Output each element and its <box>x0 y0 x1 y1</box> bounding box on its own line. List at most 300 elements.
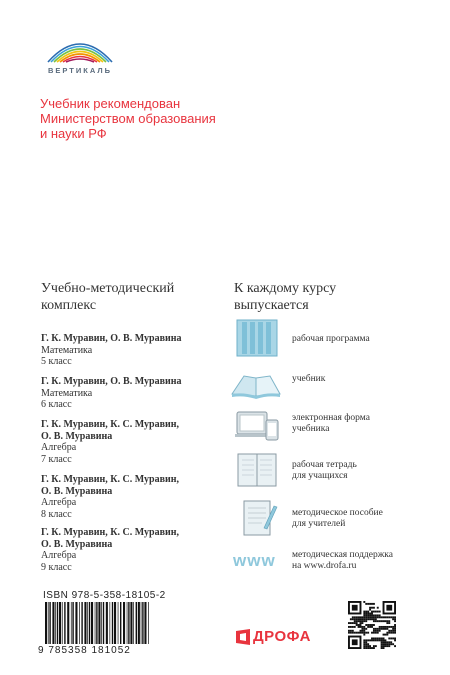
book-grade: 9 класс <box>41 561 72 573</box>
qr-module <box>365 632 367 634</box>
book-subject: Алгебра <box>41 497 77 508</box>
qr-module <box>373 603 375 605</box>
qr-module <box>369 613 371 615</box>
qr-module <box>388 637 390 639</box>
book-authors: О. В. Муравина <box>41 538 113 550</box>
qr-module <box>379 616 381 618</box>
qr-module <box>383 616 385 618</box>
qr-module <box>371 616 373 618</box>
qr-module <box>375 639 377 641</box>
qr-module <box>363 613 365 615</box>
vertikal-logo-text: ВЕРТИКАЛЬ <box>47 66 113 75</box>
qr-module <box>379 614 381 616</box>
barcode-bar <box>112 602 113 644</box>
qr-module <box>365 641 367 643</box>
barcode-bar <box>75 602 77 644</box>
qr-module <box>386 632 388 634</box>
qr-module <box>394 620 396 622</box>
qr-module <box>350 632 352 634</box>
qr-module <box>375 628 377 630</box>
barcode-bar <box>138 602 140 644</box>
qr-module <box>365 611 367 613</box>
barcode-bar <box>133 602 134 644</box>
book-authors: Г. К. Муравин, К. С. Муравин, <box>41 474 180 485</box>
qr-module <box>360 626 362 628</box>
qr-module <box>394 630 396 632</box>
qr-module <box>371 632 373 634</box>
open-book-icon <box>228 364 284 404</box>
qr-module <box>365 645 367 647</box>
qr-module <box>361 630 363 632</box>
qr-module <box>394 632 396 634</box>
barcode-bar <box>84 602 86 644</box>
qr-module <box>381 616 383 618</box>
resource-label-line: рабочая тетрадь <box>292 460 357 470</box>
qr-module <box>375 645 377 647</box>
resource-label-line: для учащихся <box>292 471 348 481</box>
program-binder-icon <box>234 318 280 358</box>
complex-heading-line: комплекс <box>41 298 97 313</box>
qr-module <box>386 605 392 611</box>
qr-module <box>390 626 392 628</box>
resource-label-line: методическая поддержка <box>292 550 393 560</box>
qr-module <box>381 641 383 643</box>
book-subject: Алгебра <box>41 550 77 561</box>
resources-heading-line: выпускается <box>234 298 309 313</box>
qr-module <box>381 647 383 649</box>
qr-module <box>363 639 365 641</box>
qr-module <box>365 628 367 630</box>
qr-module <box>375 611 377 613</box>
qr-module <box>358 626 360 628</box>
qr-module <box>360 624 362 626</box>
qr-module <box>383 639 385 641</box>
qr-module <box>350 618 352 620</box>
qr-module <box>388 641 390 643</box>
book-subject: Математика <box>41 387 93 399</box>
qr-module <box>363 630 365 632</box>
qr-module <box>358 618 360 620</box>
qr-module <box>348 630 350 632</box>
book-authors: О. В. Муравина <box>41 430 113 442</box>
barcode-bar <box>141 602 142 644</box>
qr-module <box>348 632 350 634</box>
www-icon: www <box>233 551 276 570</box>
qr-module <box>373 645 375 647</box>
qr-module <box>386 643 388 645</box>
qr-module <box>392 643 394 645</box>
qr-module <box>352 632 354 634</box>
barcode-bar <box>49 602 50 644</box>
qr-module <box>371 613 373 615</box>
qr-module <box>390 641 392 643</box>
qr-module <box>375 632 377 634</box>
qr-module <box>377 616 379 618</box>
qr-module <box>379 630 381 632</box>
teacher-manual-icon <box>234 498 280 538</box>
qr-module <box>363 628 365 630</box>
qr-module <box>363 647 365 649</box>
qr-module <box>394 618 396 620</box>
qr-module <box>386 641 388 643</box>
barcode-bar <box>62 602 63 644</box>
recommendation-line: и науки РФ <box>40 126 107 141</box>
qr-module <box>367 618 369 620</box>
qr-module <box>388 643 390 645</box>
qr-module <box>377 632 379 634</box>
book-entry-2 <box>41 376 211 411</box>
qr-module <box>394 645 396 647</box>
qr-module <box>363 626 365 628</box>
barcode-icon <box>43 602 153 646</box>
qr-module <box>371 639 373 641</box>
qr-module <box>360 622 362 624</box>
qr-module <box>358 624 360 626</box>
qr-module <box>383 620 385 622</box>
qr-module <box>377 639 379 641</box>
resource-label <box>292 374 432 385</box>
qr-module <box>367 645 369 647</box>
resources-heading-line: К каждому курсу <box>234 281 337 296</box>
qr-module <box>373 628 375 630</box>
qr-module <box>377 630 379 632</box>
qr-module <box>367 614 369 616</box>
qr-module <box>373 607 375 609</box>
book-authors: Г. К. Муравин, О. В. Муравина <box>41 376 182 387</box>
barcode-bar <box>96 602 97 644</box>
qr-module <box>390 630 392 632</box>
qr-module <box>356 622 358 624</box>
barcode-bar <box>52 602 54 644</box>
qr-module <box>363 641 365 643</box>
qr-module <box>388 645 390 647</box>
qr-module <box>384 634 386 636</box>
barcode-bar <box>72 602 73 644</box>
qr-module <box>350 626 352 628</box>
qr-module <box>379 628 381 630</box>
book-authors: Г. К. Муравин, К. С. Муравин, <box>41 419 180 430</box>
qr-module <box>352 616 354 618</box>
barcode-bar <box>148 602 149 644</box>
qr-module <box>367 616 369 618</box>
qr-module <box>358 616 360 618</box>
barcode-digits: 9 785358 181052 <box>38 645 131 656</box>
barcode-bar <box>81 602 82 644</box>
qr-module <box>369 609 371 611</box>
qr-module <box>361 622 363 624</box>
qr-module <box>361 620 363 622</box>
qr-module <box>377 611 379 613</box>
qr-module <box>373 630 375 632</box>
qr-module <box>392 637 394 639</box>
qr-module <box>394 628 396 630</box>
qr-module <box>383 647 385 649</box>
qr-module <box>392 626 394 628</box>
barcode-bar <box>118 602 119 644</box>
book-grade: 8 класс <box>41 508 72 520</box>
qr-module <box>363 632 365 634</box>
qr-module <box>384 643 386 645</box>
recommendation-line: Учебник рекомендован <box>40 96 181 111</box>
qr-module <box>383 643 385 645</box>
book-grade: 5 класс <box>41 356 72 367</box>
qr-module <box>361 628 363 630</box>
resource-label-line: учебника <box>292 424 330 434</box>
qr-module <box>373 618 375 620</box>
qr-module <box>371 647 373 649</box>
qr-module <box>365 647 367 649</box>
resource-label-line: электронная форма <box>292 413 370 423</box>
qr-module <box>361 632 363 634</box>
barcode-bar <box>114 602 116 644</box>
qr-module <box>354 626 356 628</box>
barcode-bar <box>79 602 80 644</box>
resource-label <box>292 460 432 482</box>
barcode-bar <box>106 602 108 644</box>
qr-module <box>384 620 386 622</box>
book-subject: Алгебра <box>41 442 77 453</box>
qr-module <box>356 624 358 626</box>
qr-module <box>373 637 375 639</box>
qr-module <box>371 614 373 616</box>
barcode-bar <box>71 602 72 644</box>
qr-module <box>388 632 390 634</box>
qr-module <box>363 614 365 616</box>
qr-module <box>388 616 390 618</box>
resource-label-line: для учителей <box>292 519 346 529</box>
book-authors: Г. К. Муравин, К. С. Муравин, <box>41 527 180 538</box>
qr-module <box>367 643 369 645</box>
qr-module <box>373 639 375 641</box>
qr-module <box>365 614 367 616</box>
qr-module <box>384 645 386 647</box>
book-entry-5 <box>41 527 211 573</box>
qr-module <box>356 616 358 618</box>
qr-module <box>375 616 377 618</box>
qr-module <box>384 639 386 641</box>
qr-module <box>369 614 371 616</box>
barcode-bar <box>67 602 69 644</box>
qr-module <box>394 626 396 628</box>
qr-module <box>377 614 379 616</box>
qr-module <box>379 620 381 622</box>
barcode-bar <box>123 602 125 644</box>
qr-module <box>352 639 358 645</box>
qr-module <box>377 637 379 639</box>
qr-module <box>363 601 365 603</box>
qr-module <box>369 603 371 605</box>
qr-module <box>381 620 383 622</box>
qr-module <box>392 628 394 630</box>
qr-module <box>350 630 352 632</box>
qr-module <box>361 618 363 620</box>
qr-module <box>358 632 360 634</box>
qr-module <box>386 634 388 636</box>
qr-code-icon <box>348 601 396 649</box>
qr-module <box>375 614 377 616</box>
qr-module <box>361 616 363 618</box>
qr-module <box>373 624 375 626</box>
qr-module <box>358 620 360 622</box>
qr-module <box>367 632 369 634</box>
qr-module <box>375 620 377 622</box>
qr-module <box>383 626 385 628</box>
qr-module <box>388 620 390 622</box>
qr-module <box>371 626 373 628</box>
qr-module <box>390 616 392 618</box>
qr-module <box>365 603 367 605</box>
qr-module <box>381 645 383 647</box>
workbook-icon <box>234 450 280 490</box>
recommendation-text <box>40 96 290 141</box>
barcode-bar <box>55 602 56 644</box>
qr-module <box>394 639 396 641</box>
qr-module <box>379 611 381 613</box>
resources-heading <box>234 280 414 314</box>
qr-module <box>365 639 367 641</box>
barcode-bar <box>59 602 61 644</box>
barcode-bar <box>142 602 143 644</box>
qr-module <box>373 620 375 622</box>
barcode-bar <box>89 602 90 644</box>
qr-module <box>367 624 369 626</box>
qr-module <box>373 647 375 649</box>
qr-module <box>394 624 396 626</box>
qr-module <box>384 641 386 643</box>
resource-label-line: методическое пособие <box>292 508 383 518</box>
drofa-logo-text: ДРОФА <box>253 628 311 645</box>
qr-module <box>392 630 394 632</box>
qr-module <box>367 611 369 613</box>
qr-module <box>383 634 385 636</box>
qr-module <box>392 618 394 620</box>
qr-module <box>348 622 350 624</box>
qr-module <box>386 616 388 618</box>
book-entry-4 <box>41 474 211 520</box>
qr-module <box>365 643 367 645</box>
qr-module <box>365 624 367 626</box>
qr-module <box>350 622 352 624</box>
barcode-bar <box>87 602 88 644</box>
qr-module <box>363 634 365 636</box>
barcode-bar <box>103 602 104 644</box>
resource-label <box>292 413 432 435</box>
book-grade: 7 класс <box>41 453 72 465</box>
qr-module <box>381 639 383 641</box>
qr-module <box>367 603 369 605</box>
qr-module <box>383 641 385 643</box>
qr-module <box>365 620 367 622</box>
qr-module <box>369 626 371 628</box>
barcode-bar <box>95 602 96 644</box>
barcode-bar <box>91 602 93 644</box>
qr-module <box>369 618 371 620</box>
qr-module <box>352 626 354 628</box>
resource-label-line: рабочая программа <box>292 334 370 344</box>
qr-module <box>363 611 365 613</box>
book-authors: О. В. Муравина <box>41 485 113 497</box>
barcode-bar <box>48 602 49 644</box>
recommendation-line: Министерством образования <box>40 111 216 126</box>
barcode-bar <box>127 602 128 644</box>
qr-module <box>388 626 390 628</box>
qr-module <box>352 622 354 624</box>
qr-module <box>390 643 392 645</box>
resource-label-line: на www.drofa.ru <box>292 561 357 571</box>
qr-module <box>388 622 390 624</box>
qr-module <box>360 632 362 634</box>
qr-module <box>386 628 388 630</box>
barcode-bar <box>136 602 137 644</box>
qr-module <box>365 613 367 615</box>
qr-module <box>371 607 373 609</box>
qr-module <box>369 616 371 618</box>
qr-module <box>365 616 367 618</box>
qr-module <box>369 639 371 641</box>
qr-module <box>369 645 371 647</box>
qr-module <box>361 626 363 628</box>
barcode-bar <box>120 602 121 644</box>
qr-module <box>354 622 356 624</box>
qr-module <box>384 616 386 618</box>
qr-module <box>379 639 381 641</box>
complex-heading-line: Учебно-методический <box>41 281 175 296</box>
qr-module <box>392 632 394 634</box>
qr-module <box>367 639 369 641</box>
isbn-text: ISBN 978-5-358-18105-2 <box>43 590 166 601</box>
qr-module <box>356 620 358 622</box>
book-subject: Математика <box>41 344 93 356</box>
qr-module <box>377 607 379 609</box>
qr-module <box>394 637 396 639</box>
qr-module <box>381 643 383 645</box>
qr-module <box>360 620 362 622</box>
qr-module <box>373 632 375 634</box>
qr-module <box>369 647 371 649</box>
qr-module <box>363 620 365 622</box>
qr-module <box>384 628 386 630</box>
qr-module <box>365 618 367 620</box>
qr-module <box>381 628 383 630</box>
qr-module <box>360 618 362 620</box>
qr-module <box>352 605 358 611</box>
qr-module <box>394 616 396 618</box>
barcode-bar <box>128 602 129 644</box>
qr-module <box>354 620 356 622</box>
qr-module <box>383 645 385 647</box>
qr-module <box>367 626 369 628</box>
book-grade: 6 класс <box>41 399 72 410</box>
qr-module <box>367 613 369 615</box>
qr-module <box>371 603 373 605</box>
qr-module <box>363 616 365 618</box>
qr-module <box>379 637 381 639</box>
qr-module <box>352 630 354 632</box>
qr-module <box>371 637 373 639</box>
qr-module <box>381 626 383 628</box>
qr-module <box>371 624 373 626</box>
book-entry-1 <box>41 333 211 368</box>
resource-label-line: учебник <box>292 374 326 384</box>
qr-module <box>383 637 385 639</box>
qr-module <box>375 618 377 620</box>
qr-module <box>369 624 371 626</box>
qr-module <box>392 616 394 618</box>
qr-module <box>356 618 358 620</box>
qr-module <box>383 628 385 630</box>
qr-module <box>363 645 365 647</box>
barcode-bar <box>101 602 102 644</box>
